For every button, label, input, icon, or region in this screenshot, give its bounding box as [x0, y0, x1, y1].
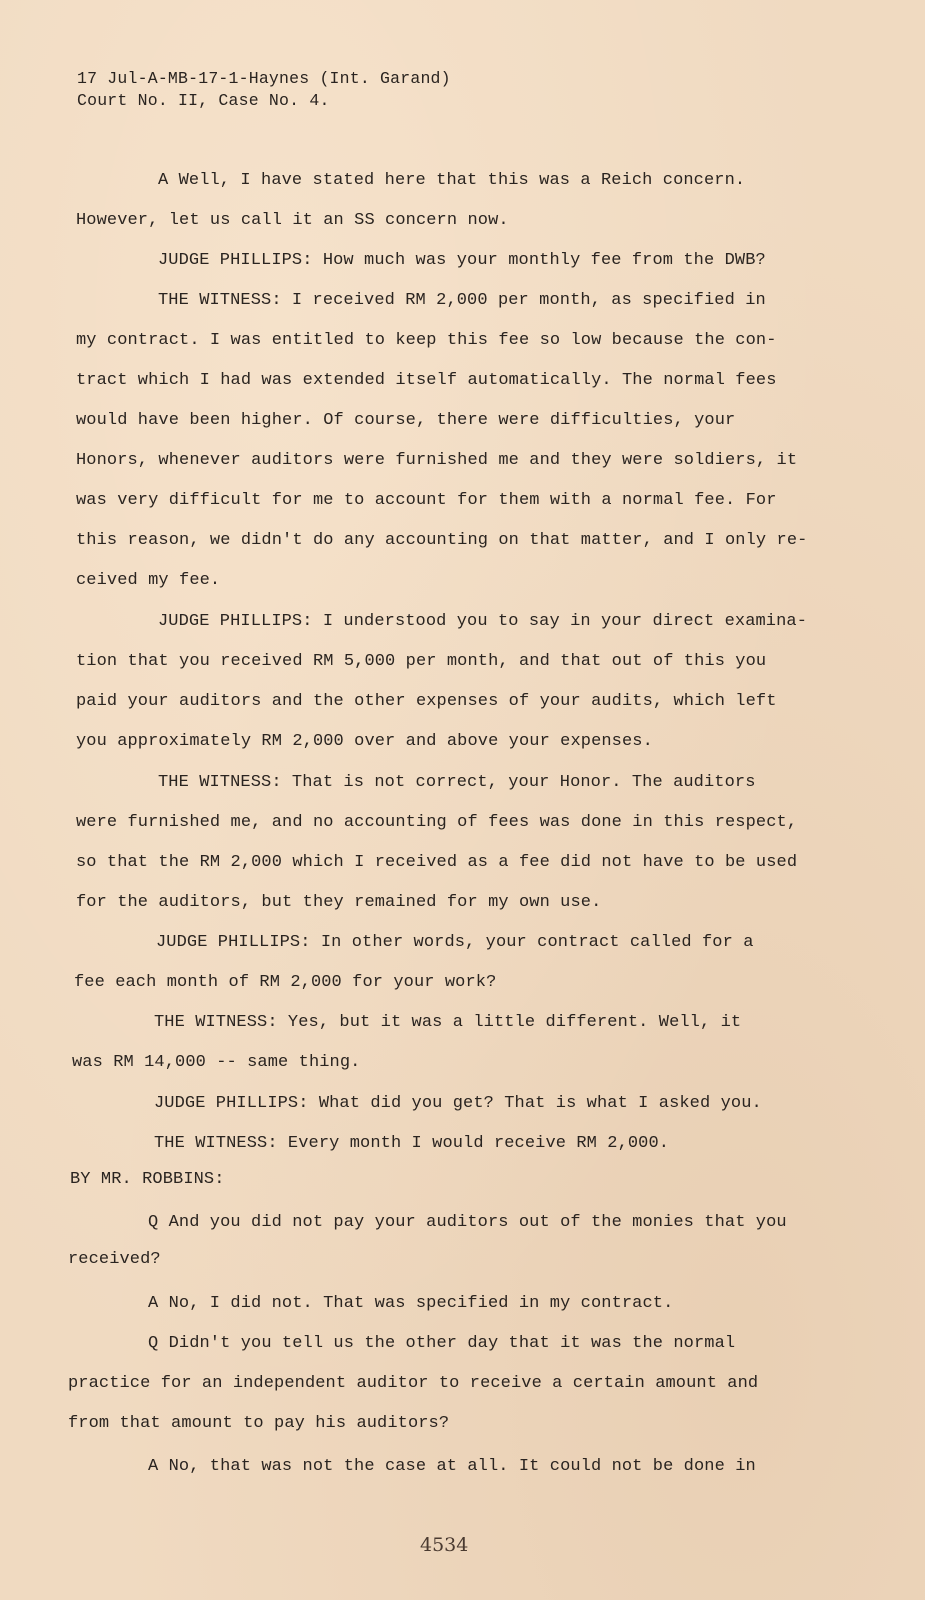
- transcript-line: Honors, whenever auditors were furnished me and they were soldiers, it: [76, 451, 798, 470]
- transcript-line: Q Didn't you tell us the other day that it was the normal: [148, 1334, 736, 1353]
- transcript-line: my contract. I was entitled to keep this fee so low because the con-: [76, 331, 777, 350]
- transcript-line: was RM 14,000 -- same thing.: [72, 1053, 361, 1072]
- transcript-line: THE WITNESS: Yes, but it was a little different. Well, it: [154, 1013, 742, 1032]
- transcript-line: was very difficult for me to account for them with a normal fee. For: [76, 491, 777, 510]
- transcript-line: ceived my fee.: [76, 571, 221, 590]
- transcript-line: BY MR. ROBBINS:: [70, 1170, 225, 1189]
- transcript-line: A Well, I have stated here that this was a Reich concern.: [158, 171, 746, 190]
- header-court-case: Court No. II, Case No. 4.: [77, 91, 330, 110]
- transcript-line: A No, that was not the case at all. It could not be done in: [148, 1457, 756, 1476]
- transcript-line: THE WITNESS: I received RM 2,000 per month, as specified in: [158, 291, 766, 310]
- transcript-line: A No, I did not. That was specified in my contract.: [148, 1294, 674, 1313]
- transcript-line: JUDGE PHILLIPS: What did you get? That is what I asked you.: [154, 1094, 762, 1113]
- document-header: [77, 68, 451, 112]
- transcript-line: this reason, we didn't do any accounting on that matter, and I only re-: [76, 531, 808, 550]
- transcript-line: fee each month of RM 2,000 for your work?: [74, 973, 497, 992]
- transcript-line: THE WITNESS: Every month I would receive RM 2,000.: [154, 1134, 670, 1153]
- transcript-line: Q And you did not pay your auditors out of the monies that you: [148, 1213, 787, 1232]
- transcript-line: you approximately RM 2,000 over and above your expenses.: [76, 732, 653, 751]
- transcript-line: tract which I had was extended itself automatically. The normal fees: [76, 371, 777, 390]
- transcript-line: so that the RM 2,000 which I received as a fee did not have to be used: [76, 853, 798, 872]
- transcript-line: were furnished me, and no accounting of fees was done in this respect,: [76, 813, 798, 832]
- transcript-line: practice for an independent auditor to receive a certain amount and: [68, 1374, 759, 1393]
- transcript-line: paid your auditors and the other expenses of your audits, which left: [76, 692, 777, 711]
- transcript-line: from that amount to pay his auditors?: [68, 1414, 450, 1433]
- transcript-line: tion that you received RM 5,000 per month, and that out of this you: [76, 652, 767, 671]
- transcript-line: However, let us call it an SS concern now.: [76, 211, 509, 230]
- transcript-line: received?: [68, 1250, 161, 1269]
- transcript-line: THE WITNESS: That is not correct, your Honor. The auditors: [158, 773, 756, 792]
- transcript-line: JUDGE PHILLIPS: I understood you to say in your direct examina-: [158, 612, 808, 631]
- transcript-line: JUDGE PHILLIPS: How much was your monthly fee from the DWB?: [158, 251, 766, 270]
- transcript-line: for the auditors, but they remained for my own use.: [76, 893, 602, 912]
- header-case-reference: 17 Jul-A-MB-17-1-Haynes (Int. Garand): [77, 69, 451, 88]
- page-number: 4534: [420, 1534, 469, 1556]
- transcript-line: JUDGE PHILLIPS: In other words, your contract called for a: [156, 933, 754, 952]
- transcript-line: would have been higher. Of course, there were difficulties, your: [76, 411, 736, 430]
